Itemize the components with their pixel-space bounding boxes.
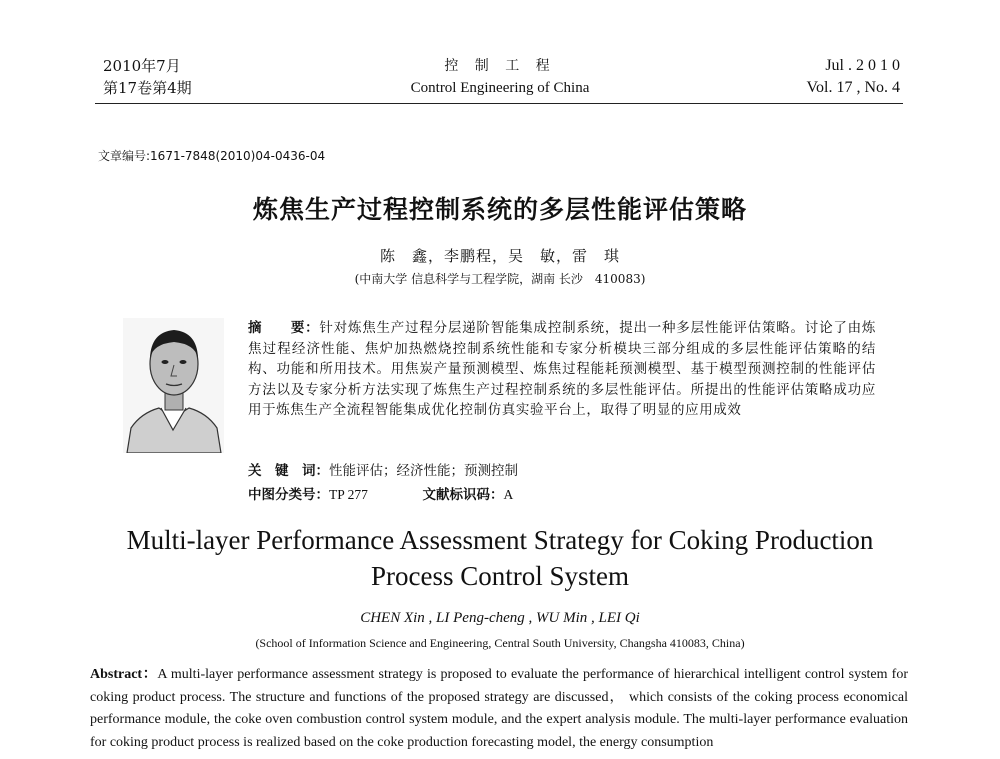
abstract-cn-text: 针对炼焦生产过程分层递阶智能集成控制系统，提出一种多层性能评估策略。讨论了由炼焦过程经济性能、焦炉加热燃烧控制系统性能和专家分析模块三部分组成的多层性能评估策略的结构、功能和所用技术。用焦炭产量预测模型、炼焦过程能耗预测模型、基于模型预测控制的性能评估方法以及专家分析方法实现了炼焦生产过程控制系统的多层性能评估。所提出的性能评估策略成功应用于炼焦生产全流程智能集成优化控制仿真实验平台上，取得了明显的应用成效 xyxy=(248,320,876,418)
abstract-en-label: Abstract： xyxy=(90,667,158,682)
abstract-en xyxy=(90,664,908,754)
header-volume-en: Vol. 17 , No. 4 xyxy=(806,79,900,96)
affiliation-en: (School of Information Science and Engineering, Central South University, Changsha 410083, China) xyxy=(255,636,745,650)
header-rule xyxy=(95,103,903,104)
author-photo xyxy=(123,318,224,453)
header-journal-cn: 控 制 工 程 xyxy=(444,58,556,74)
clc-label: 中图分类号： xyxy=(248,487,329,503)
doc-label: 文献标识码： xyxy=(422,487,504,503)
header-journal-en: Control Engineering of China xyxy=(410,80,590,96)
affiliation-cn: (中南大学 信息科学与工程学院，湖南 长沙 410083) xyxy=(354,272,646,286)
abstract-cn xyxy=(248,318,876,421)
keywords-cn-text: 性能评估；经济性能；预测控制 xyxy=(329,463,518,479)
title-en: Multi-layer Performance Assessment Strategy for Coking Production Process Control System xyxy=(126,525,874,591)
header-date-cn: 2010年7月 xyxy=(103,57,181,75)
abstract-cn-label: 摘 要： xyxy=(248,320,320,336)
keywords-cn xyxy=(248,459,518,479)
classification xyxy=(248,483,513,503)
article-id: 文章编号:1671-7848(2010)04-0436-04 xyxy=(98,149,326,163)
doc-value: A xyxy=(503,487,514,502)
abstract-en-text: A multi-layer performance assessment strategy is proposed to evaluate the performance of hierarchical intelligent control system for coking product process. The structure and functions of the proposed strategy are discussed， which consists of the coking process economical performance module, the coke oven combustion control system module, and the expert analysis module. The multi-layer performance evaluation for coking product process is realized based on the coke production forecasting model, the energy consumption xyxy=(90,667,908,750)
clc-value: TP 277 xyxy=(329,487,368,502)
authors-cn: 陈 鑫，李鹏程，吴 敏，雷 琪 xyxy=(379,247,620,265)
title-cn: 炼焦生产过程控制系统的多层性能评估策略 xyxy=(252,195,747,224)
header-date-en: Jul . 2 0 1 0 xyxy=(825,57,900,74)
header-volume-cn: 第17卷第4期 xyxy=(103,79,192,97)
authors-en: CHEN Xin , LI Peng-cheng , WU Min , LEI Qi xyxy=(360,610,640,626)
keywords-cn-label: 关 键 词： xyxy=(248,463,329,479)
